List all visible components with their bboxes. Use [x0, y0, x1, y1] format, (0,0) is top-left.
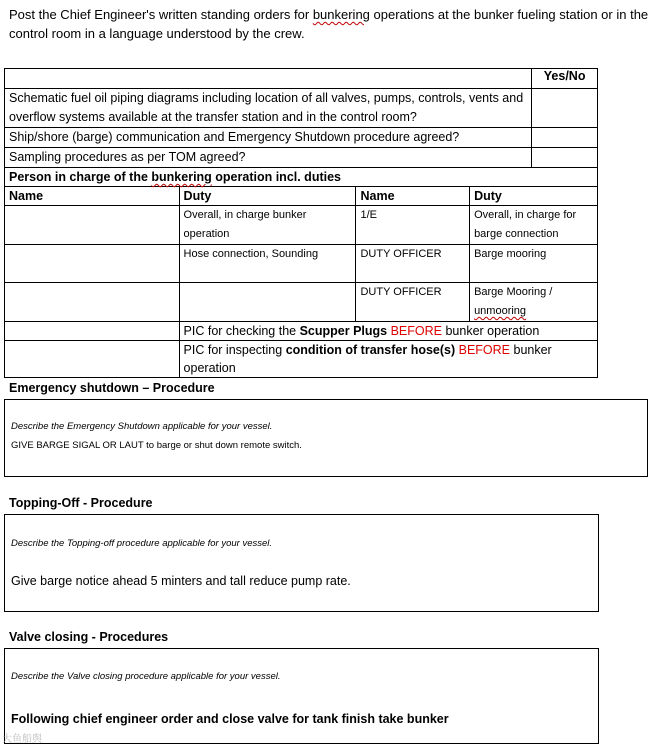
intro-text-1: Post the Chief Engineer's written standing orders for	[9, 7, 313, 22]
pic-heading-1: Person in charge of the	[9, 170, 152, 184]
pic-heading	[5, 168, 598, 187]
hose-before-red: BEFORE	[458, 343, 511, 357]
duty-row	[5, 206, 598, 245]
duty-text: Barge Mooring /	[474, 286, 553, 298]
scupper-plugs-row	[179, 322, 597, 341]
col-header-duty-1: Duty	[179, 187, 356, 206]
duty-description-empty[interactable]	[179, 283, 356, 322]
duty-row	[5, 283, 598, 322]
valve-closing-box[interactable]	[4, 648, 599, 744]
emergency-shutdown-box[interactable]	[4, 399, 648, 477]
valve-closing-title: Valve closing - Procedures	[9, 630, 169, 644]
duty-name-cell[interactable]	[5, 245, 180, 283]
emergency-instruction: Describe the Emergency Shutdown applicable for your vessel.	[11, 421, 273, 432]
topping-instruction: Describe the Topping-off procedure applicable for your vessel.	[11, 538, 273, 549]
emergency-answer: GIVE BARGE SIGAL OR LAUT to barge or shut down remote switch.	[11, 440, 302, 451]
duty-description: Overall, in charge bunker operation	[179, 206, 356, 245]
duty-text-unmooring: unmooring	[474, 305, 527, 317]
col-header-name-2: Name	[356, 187, 470, 206]
valve-instruction: Describe the Valve closing procedure applicable for your vessel.	[11, 671, 281, 682]
emergency-shutdown-title: Emergency shutdown – Procedure	[9, 381, 215, 395]
scupper-text-bold: Scupper Plugs	[299, 324, 388, 338]
hose-text-pre: PIC for inspecting	[183, 343, 286, 357]
scupper-pic-name-cell[interactable]	[5, 322, 180, 341]
watermark: 大鱼船舆	[2, 734, 42, 745]
header-blank-cell	[5, 69, 532, 89]
col-header-duty-2: Duty	[470, 187, 598, 206]
duty-name-value: 1/E	[356, 206, 470, 245]
col-header-name-1: Name	[5, 187, 180, 206]
intro-text-2: operations at the bunker fueling station or in the control room in a language understood by the crew.	[9, 7, 649, 41]
bunkering-checklist-table	[4, 68, 598, 378]
intro-paragraph	[9, 5, 649, 43]
duty-name-value: DUTY OFFICER	[356, 283, 470, 322]
topping-off-box[interactable]	[4, 514, 599, 612]
duty-row	[5, 245, 598, 283]
yes-no-header: Yes/No	[532, 69, 598, 89]
checklist-item-schematic: Schematic fuel oil piping diagrams including location of all valves, pumps, controls, vents and overflow systems available at the transfer station and in the control room?	[5, 89, 532, 128]
duty-name-cell[interactable]	[5, 206, 180, 245]
valve-answer: Following chief engineer order and close valve for tank finish take bunker	[11, 712, 449, 726]
yes-no-cell-schematic[interactable]	[532, 89, 598, 128]
scupper-before-red: BEFORE	[390, 324, 442, 338]
hose-text-bold: condition of transfer hose(s)	[285, 343, 456, 357]
hose-text-post: bunker operation	[183, 343, 552, 375]
topping-answer: Give barge notice ahead 5 minters and tall reduce pump rate.	[11, 574, 351, 588]
duty-name-value: DUTY OFFICER	[356, 245, 470, 283]
duty-description	[470, 283, 598, 322]
duty-description: Barge mooring	[470, 245, 598, 283]
intro-bunkering-word: bunkering	[312, 7, 370, 22]
pic-heading-bunkering-word: bunkering	[151, 170, 212, 184]
topping-off-title: Topping-Off - Procedure	[9, 496, 153, 510]
duty-name-cell[interactable]	[5, 283, 180, 322]
scupper-text-pre: PIC for checking the	[183, 324, 300, 338]
duty-description: Hose connection, Sounding	[179, 245, 356, 283]
transfer-hose-row	[179, 341, 597, 378]
hose-pic-name-cell[interactable]	[5, 341, 180, 378]
duty-description: Overall, in charge for barge connection	[470, 206, 598, 245]
yes-no-cell-sampling[interactable]	[532, 148, 598, 168]
checklist-item-communication: Ship/shore (barge) communication and Emergency Shutdown procedure agreed?	[5, 128, 532, 148]
pic-heading-2: operation incl. duties	[211, 170, 341, 184]
checklist-item-sampling: Sampling procedures as per TOM agreed?	[5, 148, 532, 168]
scupper-text-post: bunker operation	[442, 324, 540, 338]
yes-no-cell-communication[interactable]	[532, 128, 598, 148]
